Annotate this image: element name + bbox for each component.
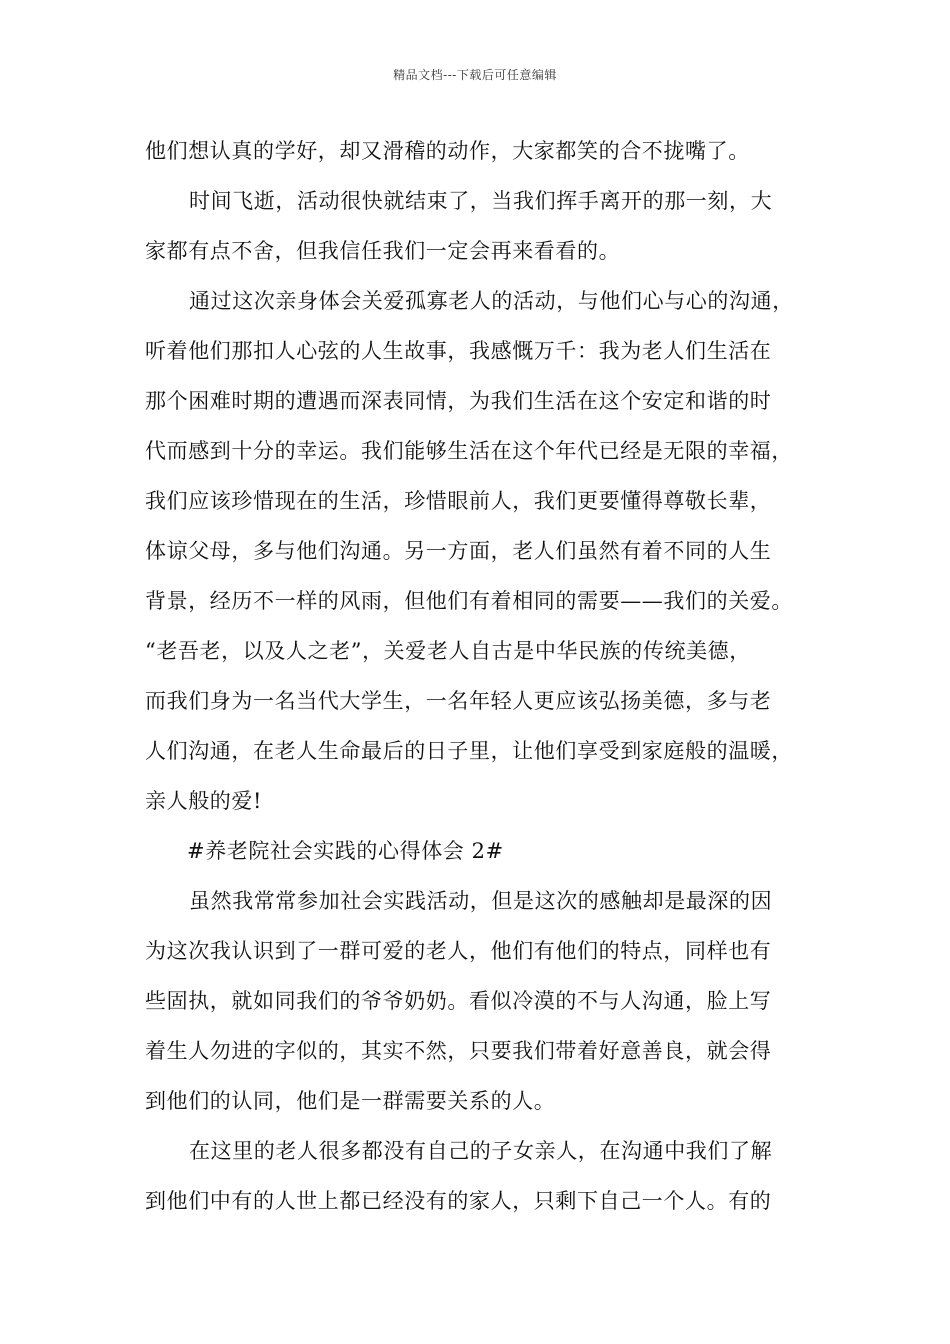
text-line: 家都有点不舍，但我信任我们一定会再来看看的。 xyxy=(145,239,621,263)
document-body xyxy=(145,126,835,1226)
text-line: 我们应该珍惜现在的生活，珍惜眼前人，我们更要懂得尊敬长辈， xyxy=(145,489,772,513)
paragraph-start-line: 在这里的老人很多都没有自己的子女亲人，在沟通中我们了解 xyxy=(189,1139,773,1163)
text-line: 代而感到十分的幸运。我们能够生活在这个年代已经是无限的幸福， xyxy=(145,439,793,463)
section-heading: #养老院社会实践的心得体会 2# xyxy=(187,839,504,863)
text-line: 体谅父母，多与他们沟通。另一方面，老人们虽然有着不同的人生 xyxy=(145,539,772,563)
text-line: 亲人般的爱! xyxy=(145,789,263,813)
text-line: 些固执，就如同我们的爷爷奶奶。看似冷漠的不与人沟通，脸上写 xyxy=(145,989,772,1013)
paragraph-start-line: 时间飞逝，活动很快就结束了，当我们挥手离开的那一刻，大 xyxy=(189,189,773,213)
text-line: 为这次我认识到了一群可爱的老人，他们有他们的特点，同样也有 xyxy=(145,939,772,963)
page-header: 精品文档---下载后可任意编辑 xyxy=(393,68,557,82)
text-line: “老吾老，以及人之老”，关爱老人自古是中华民族的传统美德， xyxy=(145,639,751,663)
text-line: 那个困难时期的遭遇而深表同情，为我们生活在这个安定和谐的时 xyxy=(145,389,772,413)
paragraph-start-line: 通过这次亲身体会关爱孤寡老人的活动，与他们心与心的沟通， xyxy=(189,289,794,313)
text-line: 听着他们那扣人心弦的人生故事，我感慨万千：我为老人们生活在 xyxy=(145,339,772,363)
text-line: 到他们的认同，他们是一群需要关系的人。 xyxy=(145,1089,556,1113)
text-line: 到他们中有的人世上都已经没有的家人，只剩下自己一个人。有的 xyxy=(145,1189,772,1213)
text-line: 而我们身为一名当代大学生，一名年轻人更应该弘扬美德，多与老 xyxy=(145,689,772,713)
text-line: 着生人勿进的字似的，其实不然，只要我们带着好意善良，就会得 xyxy=(145,1039,772,1063)
paragraph-start-line: 虽然我常常参加社会实践活动，但是这次的感触却是最深的因 xyxy=(189,889,773,913)
text-line: 他们想认真的学好，却又滑稽的动作，大家都笑的合不拢嘴了。 xyxy=(145,139,750,163)
text-line: 背景，经历不一样的风雨，但他们有着相同的需要——我们的关爱。 xyxy=(145,589,793,613)
text-line: 人们沟通，在老人生命最后的日子里，让他们享受到家庭般的温暖， xyxy=(145,739,793,763)
